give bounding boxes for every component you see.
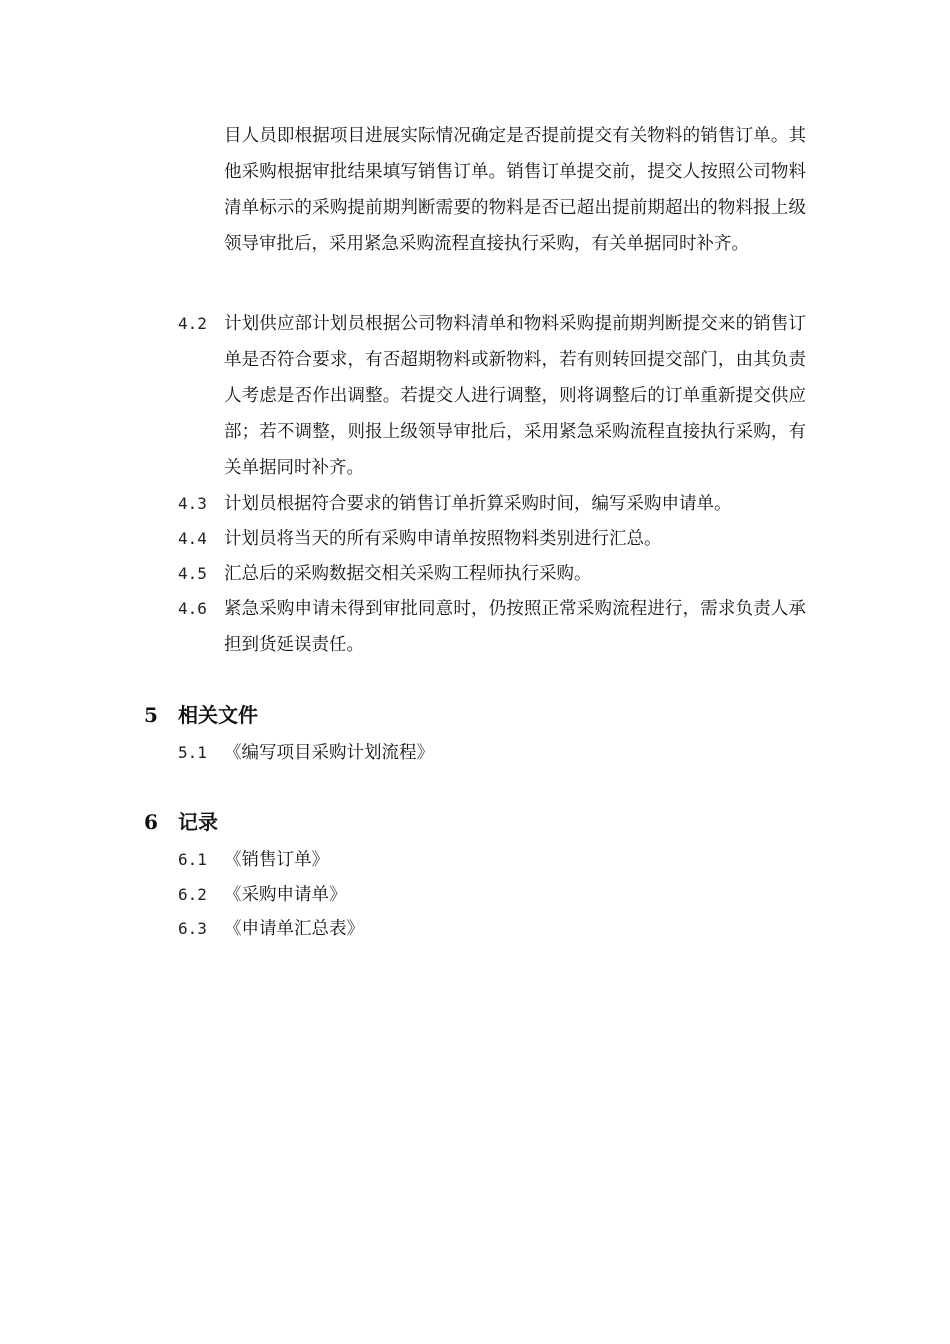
item-text: 紧急采购申请未得到审批同意时，仍按照正常采购流程进行，需求负责人承担到货延误责任。 [224,599,806,655]
item-number: 6.3 [178,919,207,938]
list-item-6-2 [178,877,806,913]
heading-number: 5 [144,703,158,727]
item-text: 《编写项目采购计划流程》 [224,743,434,763]
list-item-6-3 [178,911,806,947]
item-text: 《申请单汇总表》 [224,919,364,939]
item-text: 《采购申请单》 [224,885,347,905]
list-item-6-1 [178,842,806,878]
item-number: 5.1 [178,743,207,762]
item-number: 4.5 [178,564,207,583]
list-item-4-5 [178,556,806,592]
item-text: 计划员将当天的所有采购申请单按照物料类别进行汇总。 [224,529,662,549]
item-text: 计划供应部计划员根据公司物料清单和物料采购提前期判断提交来的销售订单是否符合要求，有否超期物料或新物料，若有则转回提交部门，由其负责人考虑是否作出调整。若提交人进行调整，则将调整后的订单重新提交供应部；若不调整，则报上级领导审批后，采用紧急采购流程直接执行采购，有关单据同时补齐。 [224,314,806,478]
heading-title: 相关文件 [178,703,258,727]
section-heading-6 [144,807,218,837]
section-heading-5 [144,700,258,730]
item-text: 计划员根据符合要求的销售订单折算采购时间，编写采购申请单。 [224,494,732,514]
list-item-4-4 [178,521,806,557]
heading-number: 6 [144,810,158,834]
item-number: 4.2 [178,314,207,333]
item-text: 汇总后的采购数据交相关采购工程师执行采购。 [224,564,592,584]
list-item-4-6 [178,591,806,663]
list-item-5-1 [178,735,806,771]
list-item-4-2 [178,306,806,486]
item-number: 4.4 [178,529,207,548]
item-number: 4.3 [178,494,207,513]
item-number: 4.6 [178,599,207,618]
item-number: 6.1 [178,850,207,869]
list-item-4-3 [178,486,806,522]
paragraph-4-1-continuation: 目人员即根据项目进展实际情况确定是否提前提交有关物料的销售订单。其他采购根据审批结果填写销售订单。销售订单提交前，提交人按照公司物料清单标示的采购提前期判断需要的物料是否已超出提前期超出的物料报上级领导审批后，采用紧急采购流程直接执行采购，有关单据同时补齐。 [224,126,806,254]
item-number: 6.2 [178,885,207,904]
heading-title: 记录 [178,810,218,834]
item-text: 《销售订单》 [224,850,329,870]
